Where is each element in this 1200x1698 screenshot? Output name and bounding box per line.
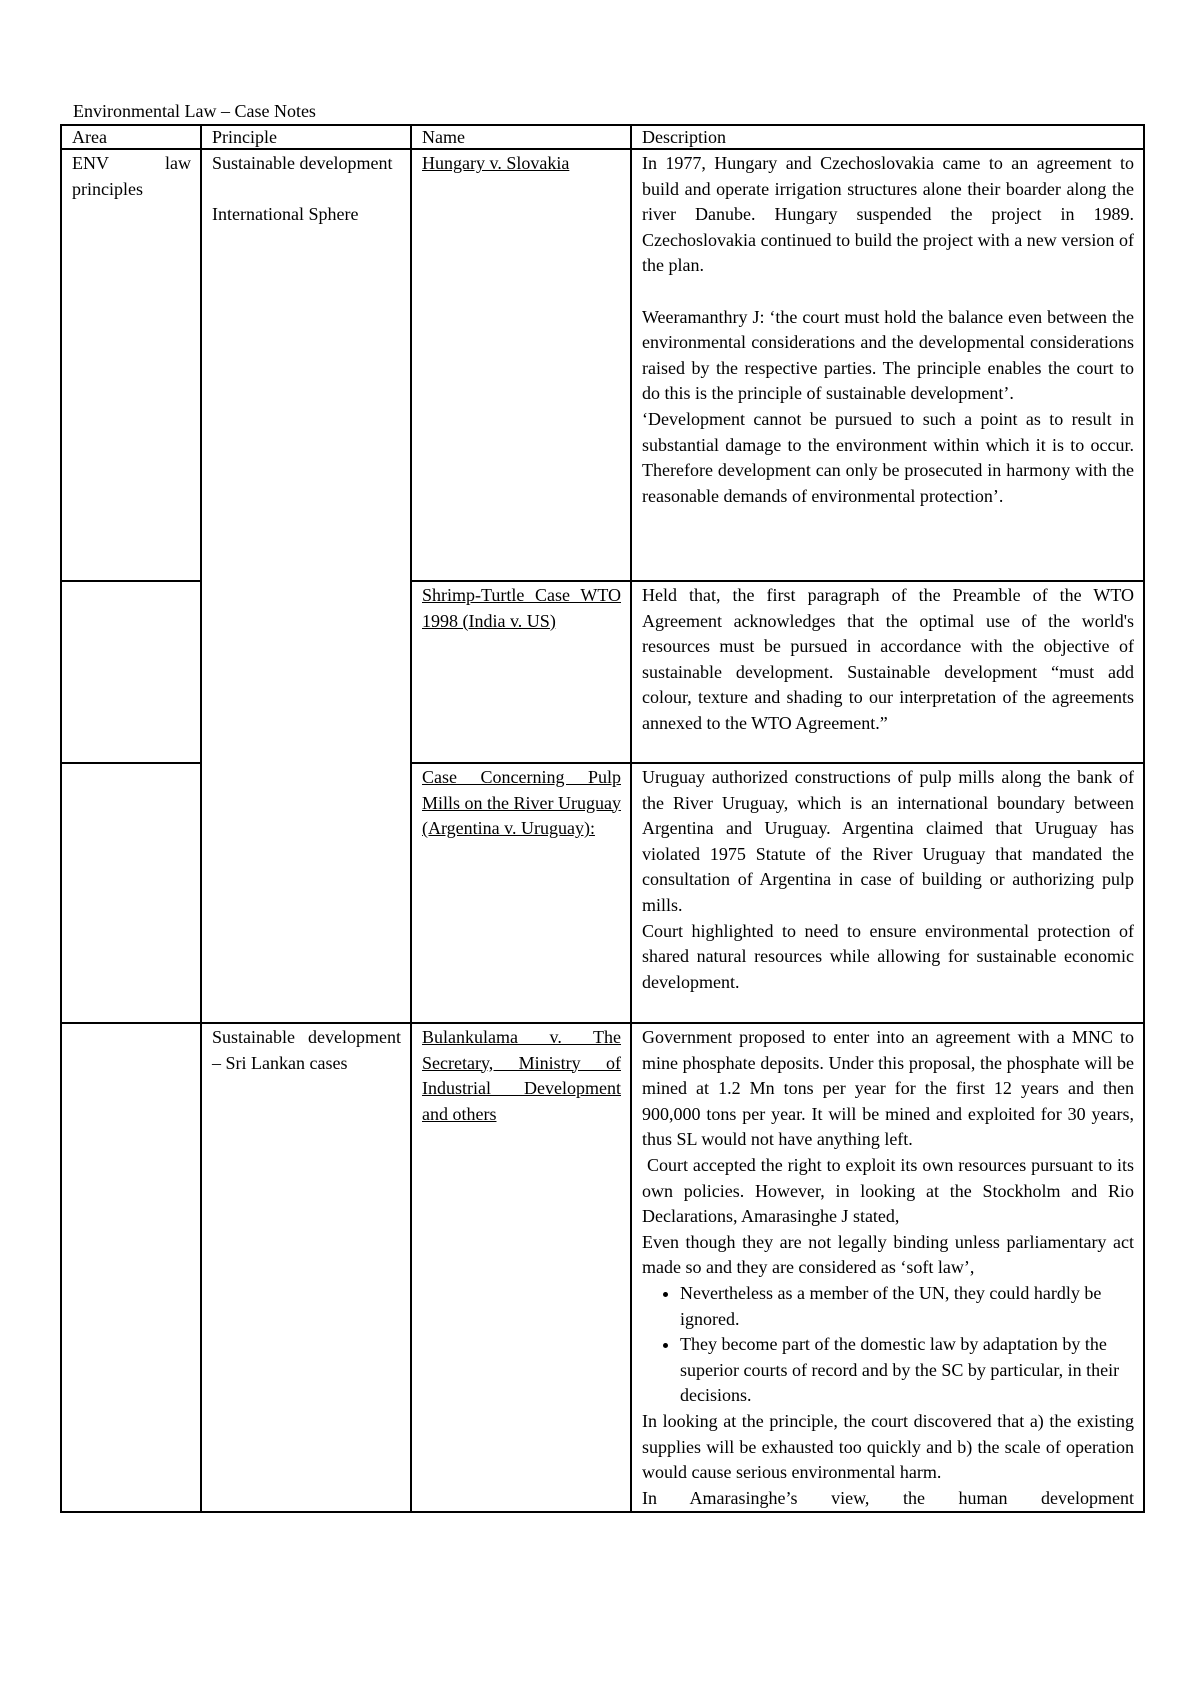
description-paragraph: Weeramanthry J: ‘the court must hold the balance even between the environmental considerations and the developmental considerations raised by the respective parties. The principle enables the court to do this is the principle of sustainable development’. bbox=[642, 306, 1134, 404]
header-description: Description bbox=[631, 125, 1144, 149]
description-paragraph: Even though they are not legally binding unless parliamentary act made so and they are considered as ‘soft law’, bbox=[642, 1231, 1134, 1278]
description-cell bbox=[631, 581, 1144, 763]
description-paragraph: ‘Development cannot be pursued to such a point as to result in substantial damage to the environment within which it is to occur. Therefore development can only be prosecuted in harmony with the reasonable demands of environmental protection’. bbox=[642, 408, 1134, 506]
page-title: Environmental Law – Case Notes bbox=[73, 101, 316, 121]
area-cell bbox=[61, 581, 201, 763]
case-name-cell bbox=[411, 581, 631, 763]
table-row bbox=[61, 149, 1144, 581]
description-cell bbox=[631, 149, 1144, 581]
header-area: Area bbox=[61, 125, 201, 149]
description-paragraph: Court highlighted to need to ensure environmental protection of shared natural resources while allowing for sustainable economic development. bbox=[642, 920, 1134, 992]
principle-cell: Sustainable development – Sri Lankan cases bbox=[201, 1023, 411, 1512]
description-paragraph: In looking at the principle, the court discovered that a) the existing supplies will be exhausted too quickly and b) the scale of operation would cause serious environmental harm. bbox=[642, 1410, 1134, 1483]
principle-line: International Sphere bbox=[212, 204, 359, 225]
area-cell: ENV law principles bbox=[61, 149, 201, 581]
bullet-item: • Nevertheless as a member of the UN, they could hardly be ignored. bbox=[680, 1281, 1134, 1332]
description-paragraph: Court accepted the right to exploit its own resources pursuant to its own policies. However, in looking at the Stockholm and Rio Declarations, Amarasinghe J stated, bbox=[642, 1154, 1139, 1227]
description-paragraph: Held that, the first paragraph of the Preamble of the WTO Agreement acknowledges that the optimal use of the world's resources must be pursued in accordance with the objective of sustainable development. Sustainable development “must add colour, texture and shading to our interpretation of the agreements annexed to the WTO Agreement.” bbox=[642, 585, 1134, 733]
description-cell bbox=[631, 763, 1144, 1023]
table-header-row bbox=[61, 125, 1144, 149]
bullet-item: • They become part of the domestic law by adaptation by the superior courts of record and by the SC by particular, in their decisions. bbox=[680, 1332, 1134, 1409]
bullet-list bbox=[642, 1281, 1134, 1409]
header-name: Name bbox=[411, 125, 631, 149]
case-name-cell bbox=[411, 149, 631, 581]
header-principle: Principle bbox=[201, 125, 411, 149]
description-paragraph: In Amarasinghe’s view, the human development bbox=[642, 1487, 1134, 1508]
case-name-cell bbox=[411, 1023, 631, 1512]
description-paragraph: Uruguay authorized constructions of pulp mills along the bank of the River Uruguay, which is an international boundary between Argentina and Uruguay. Argentina claimed that Uruguay has violated 1975 Statute of the River Uruguay that mandated the consultation of Argentina in case of building or authorizing pulp mills. bbox=[642, 767, 1134, 915]
area-cell bbox=[61, 763, 201, 1023]
description-paragraph: In 1977, Hungary and Czechoslovakia came to an agreement to build and operate irrigation structures alone their boarder along the river Danube. Hungary suspended the project in 1989. Czechoslovakia continued to build the project with a new version of the plan. bbox=[642, 153, 1134, 276]
area-cell bbox=[61, 1023, 201, 1512]
case-notes-table bbox=[60, 124, 1145, 1513]
principle-line: Sustainable development bbox=[212, 153, 393, 173]
description-paragraph: Government proposed to enter into an agreement with a MNC to mine phosphate deposits. Under this proposal, the phosphate will be mined at 1.2 Mn tons per year for the first 12 years and then 900,000 tons per year. It will be mined and exploited for 30 years, thus SL would not have anything left. bbox=[642, 1027, 1134, 1150]
case-name: Shrimp-Turtle Case WTO 1998 (India v. US) bbox=[422, 585, 621, 631]
description-cell bbox=[631, 1023, 1144, 1512]
case-name-cell bbox=[411, 763, 631, 1023]
case-name: Bulankulama v. The Secretary, Ministry of Industrial Development and others bbox=[422, 1027, 621, 1124]
principle-cell bbox=[201, 149, 411, 1023]
table-row bbox=[61, 1023, 1144, 1512]
case-name: Hungary v. Slovakia bbox=[422, 153, 570, 173]
case-name: Case Concerning Pulp Mills on the River Uruguay (Argentina v. Uruguay): bbox=[422, 767, 621, 839]
